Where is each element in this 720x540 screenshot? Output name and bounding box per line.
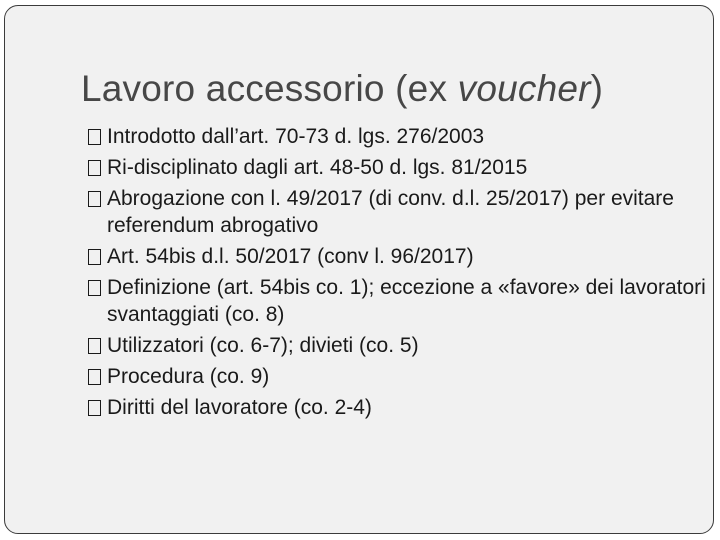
square-bullet-icon: [88, 400, 101, 416]
title-italic: voucher: [457, 68, 591, 109]
bullet-list: [88, 123, 708, 425]
title-end: ): [590, 68, 604, 109]
title-main: Lavoro accessorio (ex: [81, 68, 458, 109]
slide: [4, 5, 714, 534]
bullet-item: [88, 363, 708, 390]
bullet-text: Introdotto dall’art. 70-73 d. lgs. 276/2003: [107, 125, 485, 148]
bullet-text: Utilizzatori (co. 6-7); divieti (co. 5): [107, 334, 419, 357]
square-bullet-icon: [88, 129, 101, 145]
bullet-text: Procedura (co. 9): [107, 365, 270, 388]
square-bullet-icon: [88, 160, 101, 176]
bullet-text: Definizione (art. 54bis co. 1); eccezione a «favore» dei lavoratori svantaggiati (co. 8): [107, 276, 706, 326]
square-bullet-icon: [88, 280, 101, 296]
bullet-item: [88, 394, 708, 421]
bullet-item: [88, 154, 708, 181]
bullet-item: [88, 274, 708, 328]
bullet-text: Ri-disciplinato dagli art. 48-50 d. lgs. 81/2015: [107, 156, 528, 179]
bullet-item: [88, 185, 708, 239]
square-bullet-icon: [88, 369, 101, 385]
bullet-item: [88, 123, 708, 150]
slide-title: [81, 68, 603, 110]
square-bullet-icon: [88, 338, 101, 354]
bullet-item: [88, 332, 708, 359]
bullet-text: Abrogazione con l. 49/2017 (di conv. d.l. 25/2017) per evitare referendum abrogativo: [107, 187, 674, 237]
square-bullet-icon: [88, 191, 101, 207]
bullet-text: Diritti del lavoratore (co. 2-4): [107, 396, 372, 419]
square-bullet-icon: [88, 249, 101, 265]
bullet-item: [88, 243, 708, 270]
bullet-text: Art. 54bis d.l. 50/2017 (conv l. 96/2017): [107, 245, 474, 268]
